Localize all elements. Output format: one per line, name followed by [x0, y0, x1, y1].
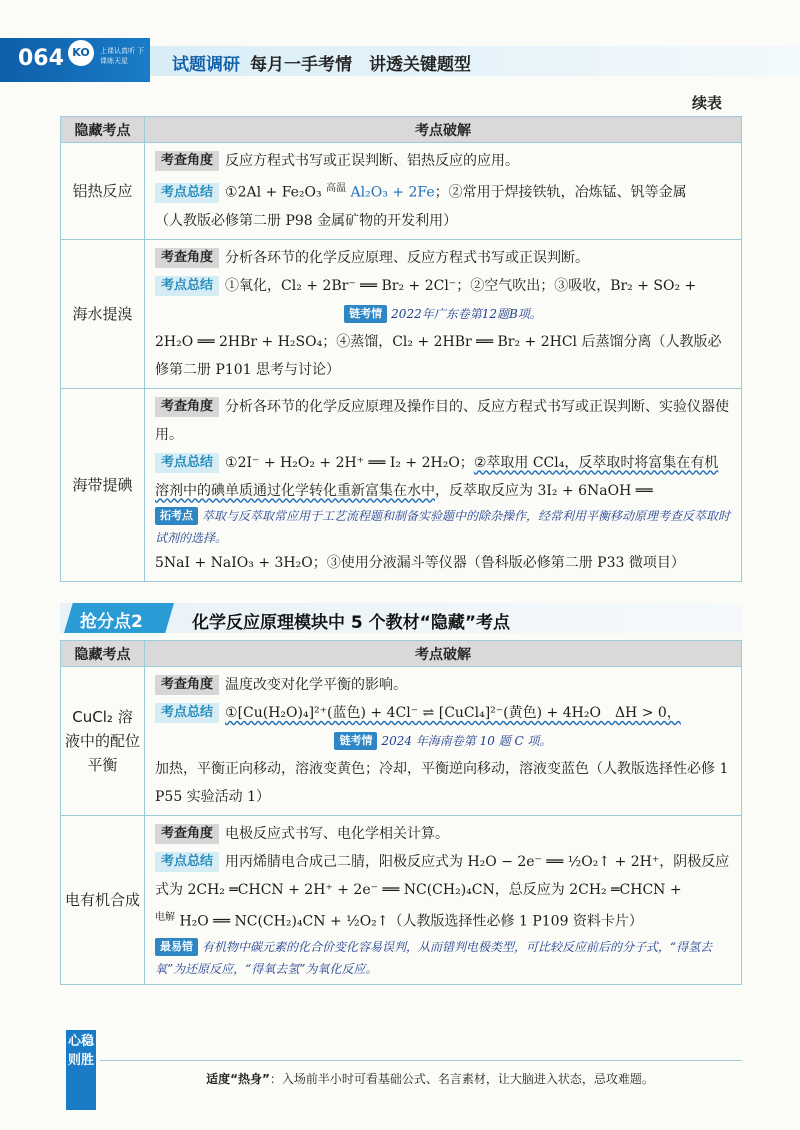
topic-cell: CuCl₂ 溶液中的配位平衡: [61, 667, 145, 816]
summary-continued: 2H₂O ══ 2HBr + H₂SO₄；④蒸馏，Cl₂ + 2HBr ══ Br₂ + 2HCl 后蒸馏分离（人教版必修第二册 P101 思考与讨论）: [155, 333, 722, 378]
side-tab: 心稳则胜: [66, 1030, 96, 1110]
topic-cell: 铝热反应: [61, 143, 145, 240]
angle-text: 分析各环节的化学反应原理及操作目的、反应方程式书写或正误判断、实验仪器使用。: [155, 398, 730, 443]
summary-continued: 加热，平衡正向移动，溶液变黄色；冷却，平衡逆向移动，溶液变蓝色（人教版选择性必修 1 P55 实验活动 1）: [155, 761, 729, 805]
summary-tag: 考点总结: [155, 183, 219, 203]
table-header-row: [61, 641, 742, 667]
summary-text: ①[Cu(H₂O)₄]²⁺(蓝色) + 4Cl⁻ ⇌ [CuCl₄]²⁻(黄色) + 4H₂O ΔH > 0，: [225, 705, 681, 721]
page-header: [0, 38, 800, 82]
topic-cell: 电有机合成: [61, 816, 145, 985]
angle-tag: 考查角度: [155, 248, 219, 268]
summary-text: ①2Al + Fe₂O₃: [225, 184, 322, 201]
angle-text: 温度改变对化学平衡的影响。: [225, 677, 408, 693]
error-prone-badge: 最易错: [155, 938, 198, 956]
col-analysis-header: 考点破解: [145, 641, 742, 667]
summary-highlight: ②萃取用 CCl₄，反萃取时将富集在有机溶剂中的碘单质通过化学转化重新富集在水中: [155, 454, 719, 499]
header-right-band: [150, 46, 800, 76]
footer-tip-text: ：入场前半小时可看基础公式、名言素材，让大脑进入状态，忌攻难题。: [269, 1072, 654, 1086]
brand-logo: KO: [68, 40, 94, 66]
badge-note: 萃取与反萃取常应用于工艺流程题和制备实验题中的除杂操作，经常利用平衡移动原理考查反萃取时试剂的选择。: [155, 508, 731, 545]
topic-cell: 海水提溴: [61, 239, 145, 388]
summary-continued: 5NaI + NaIO₃ + 3H₂O；③使用分液漏斗等仪器（鲁科版必修第二册 P33 微项目）: [155, 554, 685, 571]
summary-product: Al₂O₃ + 2Fe: [350, 184, 435, 201]
table-row: [61, 667, 742, 816]
table-hidden-points-2: [60, 640, 742, 985]
angle-text: 反应方程式书写或正误判断、铝热反应的应用。: [225, 153, 520, 169]
angle-tag: 考查角度: [155, 824, 219, 844]
header-brand: 试题调研: [172, 55, 240, 75]
footer-divider: [100, 1060, 742, 1061]
badge-note: 2022年广东卷第12题B项。: [391, 306, 542, 321]
footer-tip-title: 适度“热身”: [206, 1072, 270, 1086]
analysis-cell: [145, 143, 742, 240]
table-row: [61, 143, 742, 240]
col-topic-header: 隐藏考点: [61, 641, 145, 667]
section-banner: [60, 603, 742, 633]
topic-cell: 海带提碘: [61, 388, 145, 581]
reaction-condition: 高温: [326, 183, 347, 194]
header-subtitle: 每月一手考情 讲透关键题型: [250, 55, 471, 75]
summary-tag: 考点总结: [155, 276, 219, 296]
table-hidden-points-1: [60, 116, 742, 582]
summary-text: ①氧化，Cl₂ + 2Br⁻ ══ Br₂ + 2Cl⁻；②空气吹出；③吸收，Br₂ + SO₂ +: [225, 277, 697, 294]
link-exam-badge: 链考情: [334, 732, 377, 750]
table-row: [61, 239, 742, 388]
expand-point-badge: 拓考点: [155, 507, 198, 525]
summary-text-2: ，反萃取反应为 3I₂ + 6NaOH ══: [435, 482, 653, 499]
analysis-cell: [145, 388, 742, 581]
summary-tag: 考点总结: [155, 852, 219, 872]
summary-tag: 考点总结: [155, 703, 219, 723]
col-analysis-header: 考点破解: [145, 117, 742, 143]
angle-text: 电极反应式书写、电化学相关计算。: [225, 826, 450, 842]
badge-note: 有机物中碳元素的化合价变化容易误判，从而错判电极类型，可比较反应前后的分子式，“得氢去氧”为还原反应，“得氧去氢”为氧化反应。: [155, 939, 713, 976]
source-note: （人教版必修第二册 P98 金属矿物的开发利用）: [155, 212, 458, 229]
continued-label: 续表: [691, 94, 722, 112]
summary-text: 用丙烯腈电合成己二腈，阳极反应式为 H₂O − 2e⁻ ══ ½O₂↑ + 2H⁺，阴极反应式为 2CH₂ ═CHCN + 2H⁺ + 2e⁻ ══ NC(CH₂)₄CN，总反应为 2CH₂ ═CHCN +: [155, 854, 730, 898]
table-row: [61, 388, 742, 581]
table-row: [61, 816, 742, 985]
summary-continued: H₂O ══ NC(CH₂)₄CN + ½O₂↑（人教版选择性必修 1 P109 资料卡片）: [179, 913, 643, 930]
footer-tip: [130, 1070, 730, 1087]
summary-text: ①2I⁻ + H₂O₂ + 2H⁺ ══ I₂ + 2H₂O；: [225, 454, 474, 471]
angle-tag: 考查角度: [155, 397, 219, 417]
section-title: 化学反应原理模块中 5 个教材“隐藏”考点: [192, 613, 511, 633]
col-topic-header: 隐藏考点: [61, 117, 145, 143]
angle-tag: 考查角度: [155, 675, 219, 695]
badge-note: 2024 年海南卷第 10 题 C 项。: [381, 734, 552, 748]
section-label: 抢分点2: [80, 612, 143, 632]
analysis-cell: [145, 816, 742, 985]
link-exam-badge: 链考情: [344, 305, 387, 323]
header-slogan: 上课认真听 下课练天星: [100, 47, 145, 65]
reaction-condition: 电解: [155, 912, 175, 923]
summary-text-2: ；②常用于焊接铁轨，冶炼锰、钒等金属: [434, 184, 687, 201]
table-header-row: [61, 117, 742, 143]
angle-tag: 考查角度: [155, 151, 219, 171]
summary-tag: 考点总结: [155, 453, 219, 473]
analysis-cell: [145, 239, 742, 388]
angle-text: 分析各环节的化学反应原理、反应方程式书写或正误判断。: [225, 249, 590, 266]
analysis-cell: [145, 667, 742, 816]
page-number: 064: [18, 46, 64, 71]
